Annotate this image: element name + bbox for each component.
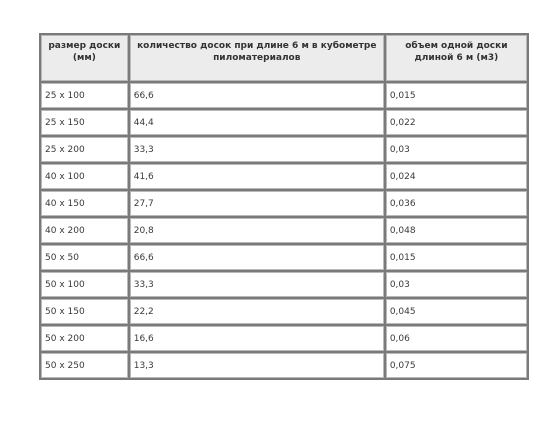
cell-board-size: 50 х 250 — [41, 353, 128, 378]
table-row — [41, 164, 527, 189]
cell-board-volume: 0,06 — [386, 326, 527, 351]
cell-boards-count: 33,3 — [130, 137, 384, 162]
table-row — [41, 353, 527, 378]
cell-board-size: 50 х 100 — [41, 272, 128, 297]
table-row — [41, 326, 527, 351]
board-table-container — [39, 33, 529, 380]
cell-boards-count: 20,8 — [130, 218, 384, 243]
cell-boards-count: 13,3 — [130, 353, 384, 378]
table-row — [41, 137, 527, 162]
cell-board-volume: 0,075 — [386, 353, 527, 378]
cell-board-size: 50 х 50 — [41, 245, 128, 270]
cell-board-size: 25 х 100 — [41, 83, 128, 108]
cell-board-size: 50 х 150 — [41, 299, 128, 324]
table-row — [41, 299, 527, 324]
cell-board-volume: 0,022 — [386, 110, 527, 135]
cell-boards-count: 66,6 — [130, 83, 384, 108]
table-row — [41, 272, 527, 297]
cell-boards-count: 41,6 — [130, 164, 384, 189]
header-single-board-volume: объем одной доски длиной 6 м (м3) — [386, 35, 527, 81]
cell-boards-count: 16,6 — [130, 326, 384, 351]
table-row — [41, 245, 527, 270]
cell-boards-count: 44,4 — [130, 110, 384, 135]
cell-board-volume: 0,03 — [386, 272, 527, 297]
cell-board-size: 25 х 150 — [41, 110, 128, 135]
cell-board-volume: 0,045 — [386, 299, 527, 324]
cell-board-volume: 0,015 — [386, 245, 527, 270]
table-row — [41, 110, 527, 135]
cell-board-size: 25 х 200 — [41, 137, 128, 162]
cell-boards-count: 33,3 — [130, 272, 384, 297]
cell-board-volume: 0,024 — [386, 164, 527, 189]
cell-boards-count: 27,7 — [130, 191, 384, 216]
cell-board-size: 50 х 200 — [41, 326, 128, 351]
cell-board-size: 40 х 200 — [41, 218, 128, 243]
cell-board-volume: 0,03 — [386, 137, 527, 162]
cell-board-size: 40 х 150 — [41, 191, 128, 216]
table-header-row — [41, 35, 527, 81]
board-volume-table — [39, 33, 529, 380]
table-row — [41, 218, 527, 243]
cell-board-volume: 0,036 — [386, 191, 527, 216]
header-board-size: размер доски (мм) — [41, 35, 128, 81]
cell-boards-count: 22,2 — [130, 299, 384, 324]
header-boards-per-cubic-meter: количество досок при длине 6 м в кубометре пиломатериалов — [130, 35, 384, 81]
cell-board-size: 40 х 100 — [41, 164, 128, 189]
cell-board-volume: 0,015 — [386, 83, 527, 108]
table-row — [41, 191, 527, 216]
cell-boards-count: 66,6 — [130, 245, 384, 270]
cell-board-volume: 0,048 — [386, 218, 527, 243]
table-row — [41, 83, 527, 108]
